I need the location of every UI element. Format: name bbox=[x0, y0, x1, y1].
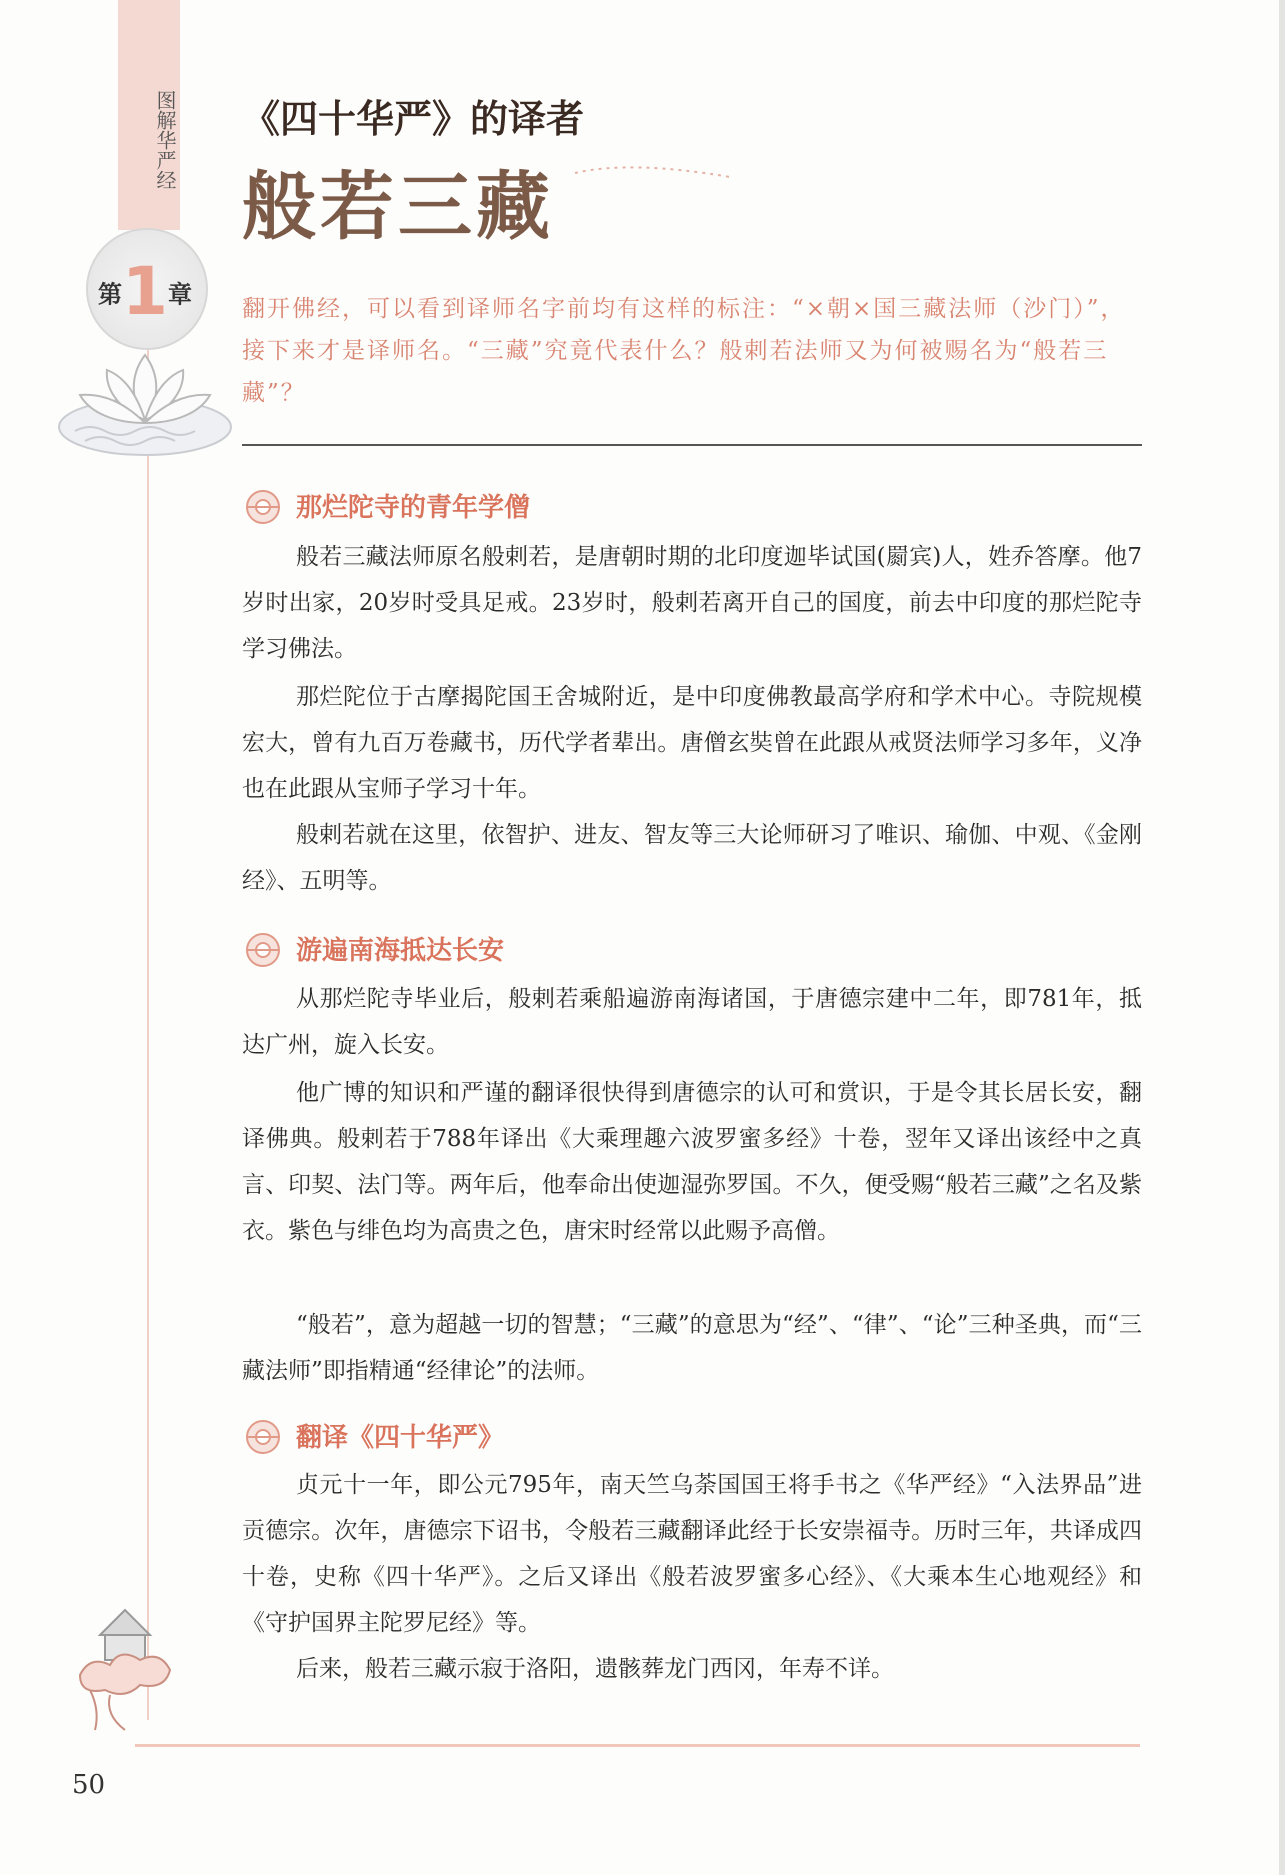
dharma-wheel-icon bbox=[242, 928, 284, 968]
paragraph: 般若三藏法师原名般剌若，是唐朝时期的北印度迦毕试国(罽宾)人，姓乔答摩。他7岁时出家，20岁时受具足戒。23岁时，般剌若离开自己的国度，前去中印度的那烂陀寺学习佛法。 bbox=[242, 544, 1142, 662]
paragraph: 那烂陀位于古摩揭陀国王舍城附近，是中印度佛教最高学府和学术中心。寺院规模宏大，曾有九百万卷藏书，历代学者辈出。唐僧玄奘曾在此跟从戒贤法师学习多年，义净也在此跟从宝师子学习十年。 bbox=[242, 684, 1142, 802]
page-title: 般若三藏 bbox=[242, 164, 554, 250]
chapter-label bbox=[86, 253, 204, 330]
footer-rule bbox=[135, 1744, 1140, 1747]
section-heading-label: 游遍南海抵达长安 bbox=[296, 935, 505, 966]
lotus-icon bbox=[55, 345, 235, 460]
dharma-wheel-icon bbox=[242, 1415, 284, 1455]
divider bbox=[242, 444, 1142, 446]
paragraph: 贞元十一年，即公元795年，南天竺乌荼国国王将手书之《华严经》“入法界品”进贡德宗。次年，唐德宗下诏书，令般若三藏翻译此经于长安崇福寺。历时三年，共译成四十卷，史称《四十华严》。之后又译出《般若波罗蜜多心经》、《大乘本生心地观经》和《守护国界主陀罗尼经》等。 bbox=[242, 1472, 1142, 1636]
paragraph: 般剌若就在这里，依智护、进友、智友等三大论师研习了唯识、瑜伽、中观、《金刚经》、五明等。 bbox=[242, 822, 1142, 894]
intro-text: 翻开佛经，可以看到译师名字前均有这样的标注：“×朝×国三藏法师（沙门）”，接下来才是译师名。“三藏”究竟代表什么？般剌若法师又为何被赐名为“般若三藏”？ bbox=[242, 296, 1126, 406]
section-heading-label: 翻译《四十华严》 bbox=[296, 1422, 505, 1453]
paragraph: 他广博的知识和严谨的翻译很快得到唐德宗的认可和赏识，于是令其长居长安，翻译佛典。般剌若于788年译出《大乘理趣六波罗蜜多经》十卷，翌年又译出该经中之真言、印契、法门等。两年后，他奉命出使迦湿弥罗国。不久，便受赐“般若三藏”之名及紫衣。紫色与绯色均为高贵之色，唐宋时经常以此赐予高僧。 bbox=[242, 1080, 1142, 1244]
chapter-prefix: 第 bbox=[98, 280, 123, 309]
page-subtitle: 《四十华严》的译者 bbox=[242, 96, 585, 141]
paragraph: 后来，般若三藏示寂于洛阳，遗骸葬龙门西冈，年寿不详。 bbox=[296, 1656, 894, 1682]
page-number: 50 bbox=[72, 1770, 106, 1800]
chapter-number: 1 bbox=[122, 253, 168, 330]
paragraph: 从那烂陀寺毕业后，般剌若乘船遍游南海诸国，于唐德宗建中二年，即781年，抵达广州，旋入长安。 bbox=[242, 986, 1142, 1058]
paragraph: “般若”，意为超越一切的智慧；“三藏”的意思为“经”、“律”、“论”三种圣典，而“三藏法师”即指精通“经律论”的法师。 bbox=[242, 1312, 1142, 1384]
dharma-wheel-icon bbox=[242, 485, 284, 525]
section-heading-label: 那烂陀寺的青年学僧 bbox=[296, 492, 531, 523]
book-title: 图解华严经 bbox=[153, 90, 177, 190]
section-heading-3 bbox=[242, 1415, 504, 1455]
section-heading-1 bbox=[242, 485, 530, 525]
chapter-suffix: 章 bbox=[167, 280, 192, 309]
section-heading-2 bbox=[242, 928, 504, 968]
scan-edge bbox=[1279, 0, 1285, 1875]
decorative-dots-icon bbox=[570, 155, 740, 185]
cloud-temple-icon bbox=[70, 1590, 180, 1740]
